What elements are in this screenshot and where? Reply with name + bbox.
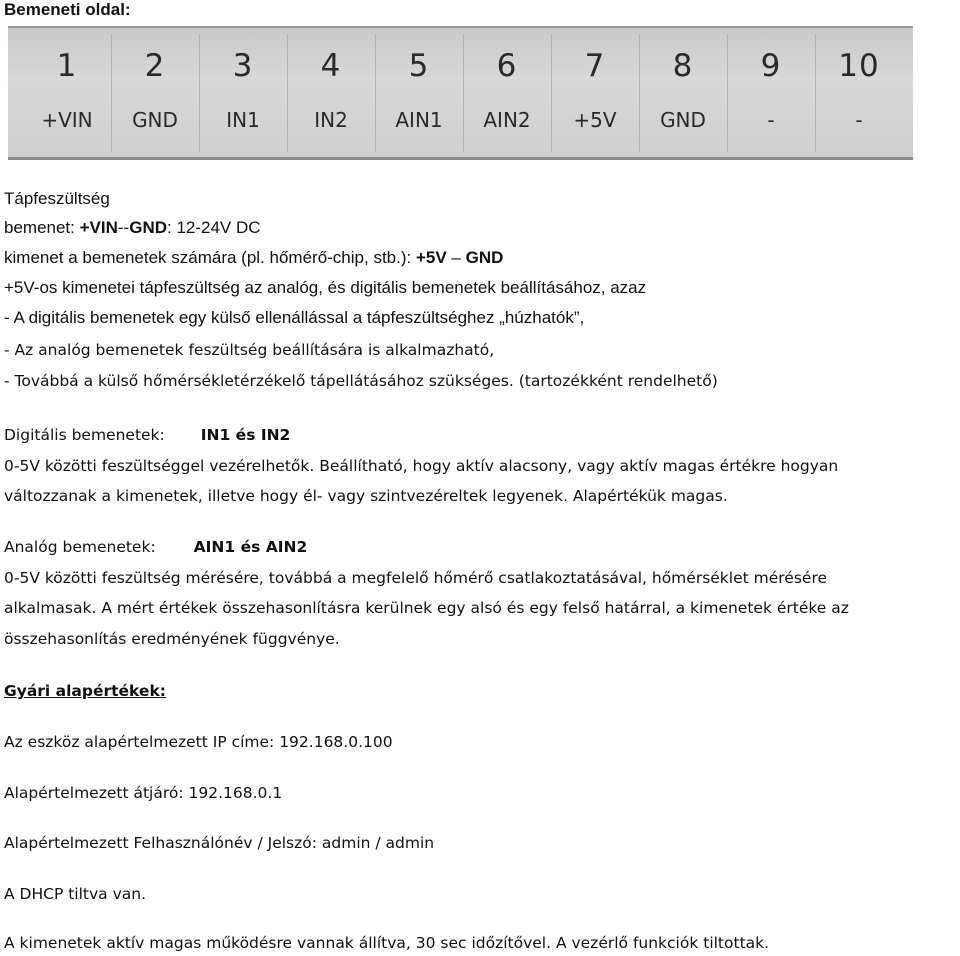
pin-label: IN1 [226, 108, 260, 132]
power-input-vin: +VIN [79, 218, 118, 237]
connector-pin-8 [639, 28, 727, 157]
analog-text-3: összehasonlítás eredményének függvénye. [4, 630, 340, 648]
defaults-ip: Az eszköz alapértelmezett IP címe: 192.168.0.100 [4, 733, 393, 751]
analog-header [4, 536, 307, 558]
power-desc-3: - Az analóg bemenetek feszültség beállítására is alkalmazható, [4, 341, 495, 359]
pin-label: +5V [573, 108, 617, 132]
pin-label: +VIN [41, 108, 93, 132]
digital-label: Digitális bemenetek: [4, 426, 165, 444]
pin-number: 2 [144, 48, 166, 84]
pin-separator [375, 34, 376, 152]
defaults-title: Gyári alapértékek: [4, 682, 166, 700]
pin-separator [287, 34, 288, 152]
pin-separator [199, 34, 200, 152]
pin-separator [639, 34, 640, 152]
connector-photo [8, 26, 913, 160]
pin-separator [111, 34, 112, 152]
pin-label: GND [660, 108, 706, 132]
power-input-dash: -- [117, 218, 130, 237]
pin-label: AIN2 [483, 108, 531, 132]
power-output-dash: – [446, 248, 466, 267]
analog-pins: AIN1 és AIN2 [193, 538, 308, 556]
pin-label: GND [132, 108, 178, 132]
connector-pin-3 [199, 28, 287, 157]
pin-number: 1 [56, 48, 78, 84]
pin-number: 9 [760, 48, 782, 84]
pin-separator [815, 34, 816, 152]
power-input-suffix: : 12-24V DC [167, 218, 261, 237]
connector-pin-4 [287, 28, 375, 157]
analog-label: Analóg bemenetek: [4, 538, 156, 556]
analog-text-1: 0-5V közötti feszültség mérésére, továbbá a megfelelő hőmérő csatlakoztatásával, hőmérséklet mérésére [4, 569, 828, 587]
power-input-line [4, 217, 261, 239]
connector-pin-6 [463, 28, 551, 157]
defaults-dhcp: A DHCP tiltva van. [4, 885, 147, 903]
pin-number: 3 [232, 48, 254, 84]
defaults-gateway: Alapértelmezett átjáró: 192.168.0.1 [4, 784, 283, 802]
pin-number: 6 [496, 48, 518, 84]
power-output-line [4, 247, 503, 269]
pin-number: 8 [672, 48, 694, 84]
pin-separator [727, 34, 728, 152]
pin-label: - [767, 108, 775, 132]
power-desc-4: - Továbbá a külső hőmérsékletérzékelő tápellátásához szükséges. (tartozékként rendelhető) [4, 372, 718, 390]
pin-number: 5 [408, 48, 430, 84]
digital-header [4, 424, 290, 446]
pin-label: IN2 [314, 108, 348, 132]
defaults-credentials: Alapértelmezett Felhasználónév / Jelszó: admin / admin [4, 834, 435, 852]
power-input-gnd: GND [129, 218, 167, 237]
page-heading: Bemeneti oldal: [4, 0, 131, 19]
analog-text-2: alkalmasak. A mért értékek összehasonlításra kerülnek egy alsó és egy felső határral, a kimenetek értéke az [4, 599, 849, 617]
pin-separator [551, 34, 552, 152]
pin-label: AIN1 [395, 108, 443, 132]
power-output-prefix: kimenet a bemenetek számára (pl. hőmérő-chip, stb.): [4, 248, 416, 267]
power-output-gnd: GND [465, 248, 504, 267]
digital-pins: IN1 és IN2 [200, 426, 291, 444]
digital-text-2: változzanak a kimenetek, illetve hogy él- vagy szintvezéreltek legyenek. Alapértékük magas. [4, 487, 728, 505]
connector-pin-9 [727, 28, 815, 157]
pin-number: 10 [838, 48, 880, 84]
connector-pin-2 [111, 28, 199, 157]
pin-separator [463, 34, 464, 152]
power-output-5v: +5V [415, 248, 447, 267]
connector-pin-10 [815, 28, 903, 157]
pin-label: - [855, 108, 863, 132]
pin-number: 4 [320, 48, 342, 84]
pin-number: 7 [584, 48, 606, 84]
power-title: Tápfeszültség [4, 189, 110, 208]
connector-pin-1 [23, 28, 111, 157]
power-desc-1: +5V-os kimenetei tápfeszültség az analóg, és digitális bemenetek beállításához, azaz [4, 278, 647, 297]
defaults-outputs: A kimenetek aktív magas működésre vannak állítva, 30 sec időzítővel. A vezérlő funkciók tiltottak. [4, 934, 770, 952]
connector-pin-5 [375, 28, 463, 157]
power-input-prefix: bemenet: [4, 218, 80, 237]
digital-text-1: 0-5V közötti feszültséggel vezérelhetők. Beállítható, hogy aktív alacsony, vagy aktív magas értékre hogyan [4, 457, 839, 475]
power-desc-2: - A digitális bemenetek egy külső ellenállással a tápfeszültséghez „húzhatók”, [4, 308, 585, 327]
connector-pin-7 [551, 28, 639, 157]
